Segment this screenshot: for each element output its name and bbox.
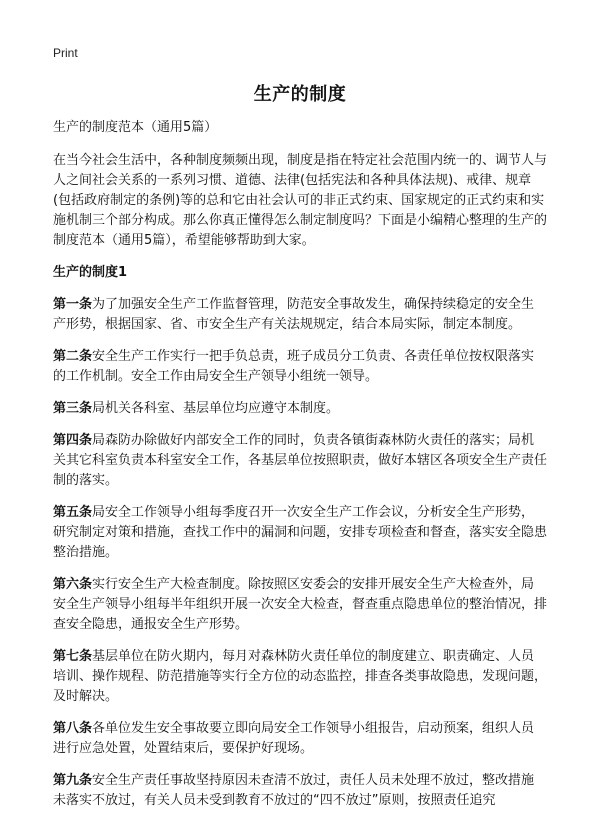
article-label: 第二条 — [53, 349, 93, 364]
article-label: 第六条 — [53, 577, 93, 592]
article-text: 实行安全生产大检查制度。除按照区安委会的安排开展安全生产大检查外，局安全生产领导小组每半年组织开展一次安全大检查，督查重点隐患单位的整治情况，排查安全隐患，通报安全生产形势。 — [53, 577, 548, 632]
article-6 — [53, 575, 547, 635]
article-label: 第四条 — [53, 433, 93, 448]
article-text: 安全生产责任事故坚持原因未查清不放过，责任人员未处理不放过，整改措施未落实不放过，有关人员未受到教育不放过的“四不放过”原则，按照责任追究 — [53, 773, 535, 808]
article-label: 第九条 — [53, 773, 93, 788]
article-4 — [53, 431, 547, 491]
article-text: 为了加强安全生产工作监督管理，防范安全事故发生，确保持续稳定的安全生产形势，根据国家、省、市安全生产有关法规规定，结合本局实际，制定本制度。 — [53, 297, 535, 332]
article-text: 各单位发生安全事故要立即向局安全工作领导小组报告，启动预案，组织人员进行应急处置，处置结束后，要保护好现场。 — [53, 721, 535, 756]
article-2 — [53, 347, 547, 387]
article-label: 第七条 — [53, 649, 93, 664]
print-link[interactable]: Print — [53, 46, 78, 60]
page-title: 生产的制度 — [253, 84, 347, 105]
article-9 — [53, 771, 547, 811]
article-text: 局森防办除做好内部安全工作的同时，负责各镇街森林防火责任的落实；局机关其它科室负责本科室安全工作，各基层单位按照职责，做好本辖区各项安全生产责任制的落实。 — [53, 433, 548, 488]
article-7 — [53, 647, 547, 707]
article-8 — [53, 719, 547, 759]
section-heading: 生产的制度1 — [53, 265, 128, 280]
article-label: 第八条 — [53, 721, 93, 736]
article-label: 第一条 — [53, 297, 93, 312]
article-3 — [53, 399, 547, 419]
article-text: 局安全工作领导小组每季度召开一次安全生产工作会议，分析安全生产形势，研究制定对策和措施，查找工作中的漏洞和问题，安排专项检查和督查，落实安全隐患整治措施。 — [53, 505, 548, 560]
article-label: 第三条 — [53, 401, 93, 416]
document-content — [53, 118, 547, 823]
article-5 — [53, 503, 547, 563]
article-text: 安全生产工作实行一把手负总责，班子成员分工负责、各责任单位按权限落实的工作机制。安全工作由局安全生产领导小组统一领导。 — [53, 349, 535, 384]
intro-paragraph: 在当今社会生活中，各种制度频频出现，制度是指在特定社会范围内统一的、调节人与人之间社会关系的一系列习惯、道德、法律(包括宪法和各种具体法规)、戒律、规章(包括政府制定的条例)等的总和它由社会认可的非正式约束、国家规定的正式约束和实施机制三个部分构成。那么你真正懂得怎么制定制度吗？下面是小编精心整理的生产的制度范本（通用5篇），希望能够帮助到大家。 — [53, 153, 548, 248]
article-text: 局机关各科室、基层单位均应遵守本制度。 — [92, 401, 340, 416]
document-subtitle: 生产的制度范本（通用5篇） — [53, 120, 218, 135]
article-text: 基层单位在防火期内，每月对森林防火责任单位的制度建立、职责确定、人员培训、操作规程、防范措施等实行全方位的动态监控，排查各类事故隐患，发现问题，及时解决。 — [53, 649, 548, 704]
article-1 — [53, 295, 547, 335]
article-label: 第五条 — [53, 505, 93, 520]
